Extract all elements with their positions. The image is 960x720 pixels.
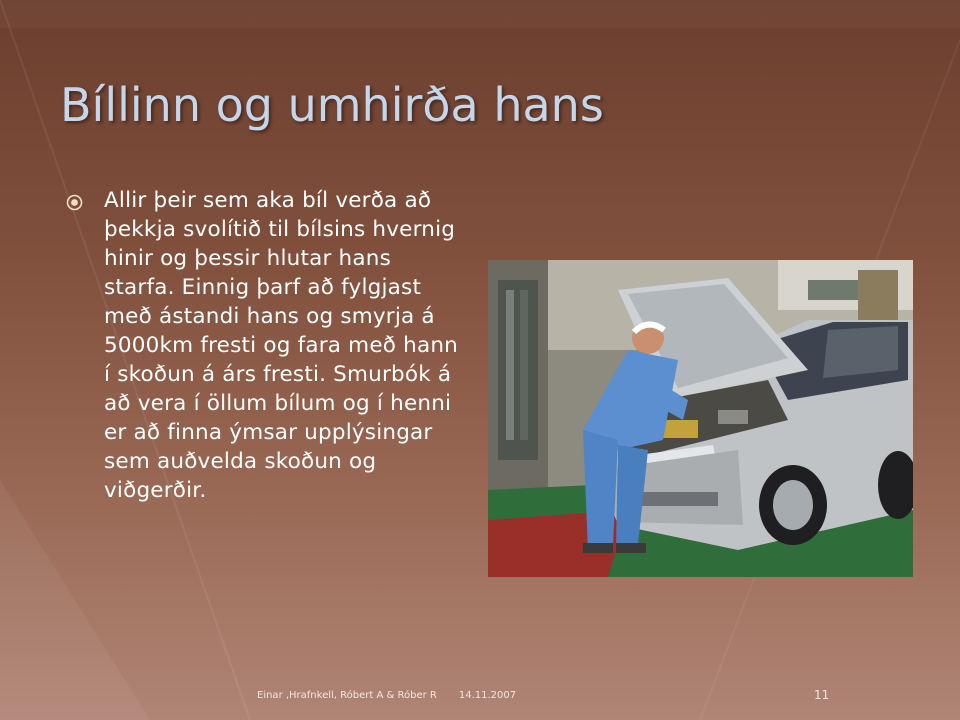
bullet-item [66, 186, 466, 505]
bullet-text: Allir þeir sem aka bíl verða að þekkja svolítið til bílsins hvernig hinir og þessir hlutar hans starfa. Einnig þarf að fylgjast með ástandi hans og smyrja á 5000km fresti og fara með hann í skoðun á árs fresti. Smurbók á að vera í öllum bílum og í henni er að finna ýmsar upplýsingar sem auðvelda skoðun og viðgerðir. [104, 188, 458, 503]
page-number: 11 [814, 688, 830, 702]
footer [257, 690, 538, 701]
circled-dot-bullet-icon [66, 194, 83, 211]
footer-date: 14.11.2007 [458, 690, 517, 701]
mechanic-car-photo [488, 260, 913, 577]
corner-shade-left [0, 480, 150, 720]
slide-title: Bíllinn og umhirða hans [60, 78, 604, 132]
footer-authors: Einar ,Hrafnkell, Róbert A & Róber R [257, 690, 437, 701]
diagonal-band-top [0, 0, 960, 28]
